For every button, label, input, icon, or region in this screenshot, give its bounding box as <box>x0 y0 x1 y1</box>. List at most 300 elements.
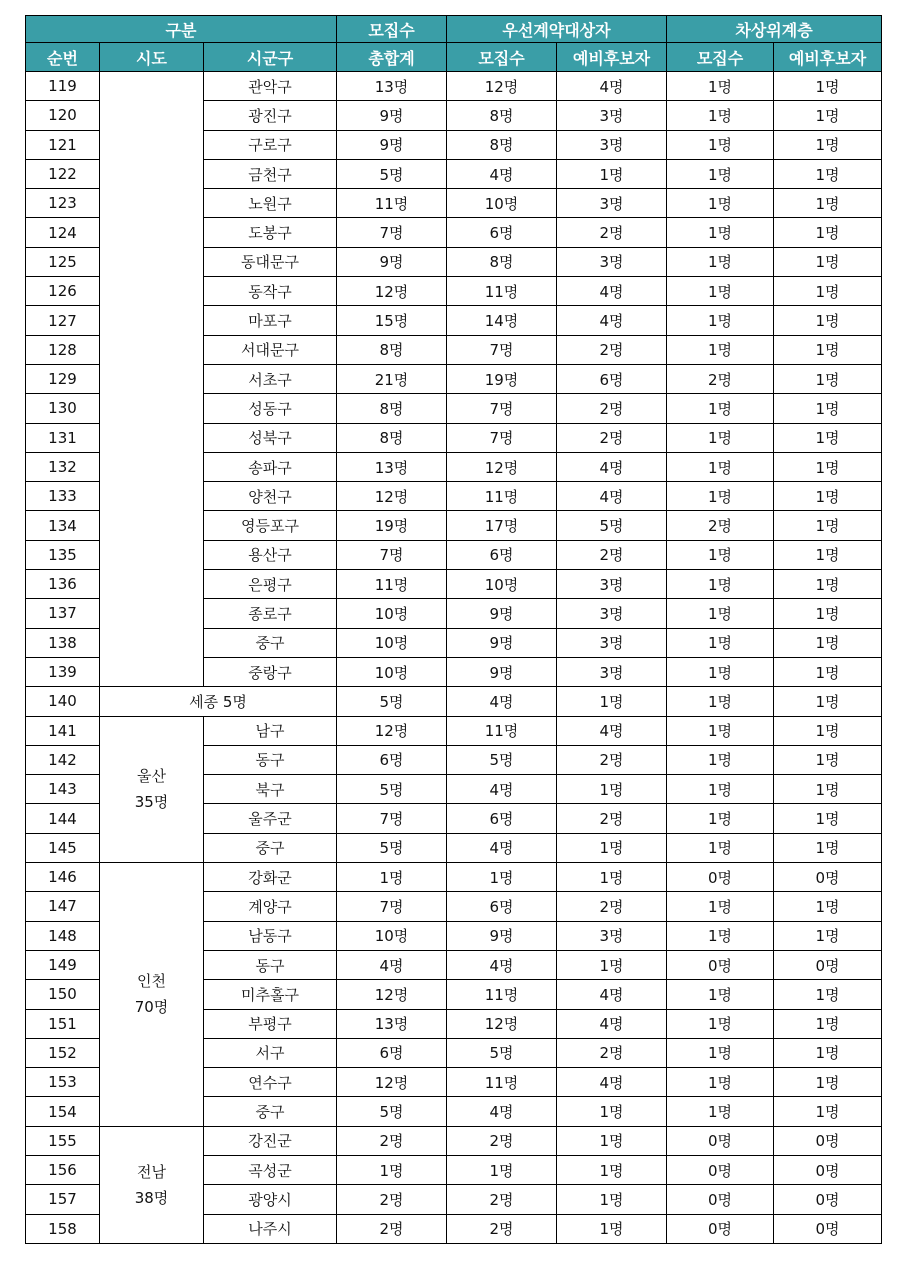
header-no: 순번 <box>26 43 100 72</box>
cell-next-recruit: 1명 <box>667 1038 774 1067</box>
cell-priority-recruit: 6명 <box>447 540 557 569</box>
cell-priority-recruit: 9명 <box>447 921 557 950</box>
cell-no: 133 <box>26 482 100 511</box>
cell-no: 124 <box>26 218 100 247</box>
cell-next-reserve: 1명 <box>774 306 882 335</box>
cell-priority-reserve: 1명 <box>557 950 667 979</box>
cell-sigungu: 울주군 <box>204 804 337 833</box>
cell-next-reserve: 1명 <box>774 423 882 452</box>
cell-priority-reserve: 3명 <box>557 570 667 599</box>
cell-total: 4명 <box>337 950 447 979</box>
cell-next-reserve: 1명 <box>774 101 882 130</box>
cell-no: 127 <box>26 306 100 335</box>
cell-priority-reserve: 6명 <box>557 364 667 393</box>
cell-no: 137 <box>26 599 100 628</box>
cell-no: 120 <box>26 101 100 130</box>
cell-sigungu: 남구 <box>204 716 337 745</box>
cell-next-reserve: 1명 <box>774 1068 882 1097</box>
cell-next-recruit: 0명 <box>667 1155 774 1184</box>
cell-priority-reserve: 2명 <box>557 745 667 774</box>
cell-next-recruit: 1명 <box>667 218 774 247</box>
cell-total: 11명 <box>337 189 447 218</box>
cell-next-recruit: 1명 <box>667 130 774 159</box>
cell-priority-reserve: 4명 <box>557 1068 667 1097</box>
sido-name: 인천 <box>137 972 166 991</box>
cell-priority-recruit: 7명 <box>447 394 557 423</box>
cell-total: 13명 <box>337 1009 447 1038</box>
header-row-group <box>26 16 882 43</box>
cell-sigungu: 양천구 <box>204 482 337 511</box>
cell-next-recruit: 1명 <box>667 1068 774 1097</box>
cell-no: 147 <box>26 892 100 921</box>
cell-priority-recruit: 10명 <box>447 570 557 599</box>
cell-sigungu: 곡성군 <box>204 1155 337 1184</box>
cell-priority-reserve: 3명 <box>557 247 667 276</box>
cell-priority-recruit: 6명 <box>447 804 557 833</box>
cell-sigungu: 동대문구 <box>204 247 337 276</box>
cell-next-reserve: 0명 <box>774 1214 882 1243</box>
header-next-reserve: 예비후보자 <box>774 43 882 72</box>
cell-sigungu: 강진군 <box>204 1126 337 1155</box>
cell-no: 158 <box>26 1214 100 1243</box>
cell-next-reserve: 0명 <box>774 863 882 892</box>
cell-priority-reserve: 1명 <box>557 1155 667 1184</box>
cell-priority-recruit: 8명 <box>447 101 557 130</box>
cell-priority-recruit: 12명 <box>447 452 557 481</box>
cell-next-recruit: 1명 <box>667 159 774 188</box>
cell-priority-reserve: 1명 <box>557 1185 667 1214</box>
cell-next-recruit: 1명 <box>667 394 774 423</box>
cell-next-reserve: 1명 <box>774 1038 882 1067</box>
cell-priority-recruit: 7명 <box>447 423 557 452</box>
cell-priority-recruit: 12명 <box>447 1009 557 1038</box>
cell-no: 154 <box>26 1097 100 1126</box>
cell-total: 5명 <box>337 159 447 188</box>
cell-sigungu: 서초구 <box>204 364 337 393</box>
cell-priority-reserve: 4명 <box>557 1009 667 1038</box>
cell-next-reserve: 1명 <box>774 394 882 423</box>
cell-priority-recruit: 11명 <box>447 980 557 1009</box>
cell-next-reserve: 1명 <box>774 72 882 101</box>
cell-priority-reserve: 1명 <box>557 159 667 188</box>
cell-no: 122 <box>26 159 100 188</box>
cell-sigungu: 남동구 <box>204 921 337 950</box>
cell-total: 9명 <box>337 101 447 130</box>
cell-sigungu: 중구 <box>204 833 337 862</box>
cell-no: 141 <box>26 716 100 745</box>
cell-next-reserve: 1명 <box>774 452 882 481</box>
cell-next-reserve: 1명 <box>774 980 882 1009</box>
cell-priority-reserve: 3명 <box>557 599 667 628</box>
cell-no: 128 <box>26 335 100 364</box>
cell-no: 153 <box>26 1068 100 1097</box>
cell-priority-recruit: 6명 <box>447 218 557 247</box>
cell-priority-recruit: 12명 <box>447 72 557 101</box>
cell-next-reserve: 1명 <box>774 1097 882 1126</box>
cell-next-reserve: 0명 <box>774 1126 882 1155</box>
cell-no: 123 <box>26 189 100 218</box>
cell-total: 7명 <box>337 218 447 247</box>
cell-next-recruit: 1명 <box>667 628 774 657</box>
cell-next-recruit: 1명 <box>667 716 774 745</box>
cell-no: 143 <box>26 775 100 804</box>
cell-sigungu: 부평구 <box>204 1009 337 1038</box>
cell-no: 132 <box>26 452 100 481</box>
cell-next-reserve: 1명 <box>774 716 882 745</box>
table-row <box>26 1126 882 1155</box>
header-total: 총합계 <box>337 43 447 72</box>
sido-count: 35명 <box>134 793 169 812</box>
cell-next-recruit: 1명 <box>667 189 774 218</box>
cell-next-recruit: 0명 <box>667 950 774 979</box>
cell-priority-recruit: 7명 <box>447 335 557 364</box>
cell-next-reserve: 1명 <box>774 364 882 393</box>
cell-total: 12명 <box>337 980 447 1009</box>
cell-no: 125 <box>26 247 100 276</box>
cell-total: 1명 <box>337 1155 447 1184</box>
cell-no: 136 <box>26 570 100 599</box>
cell-priority-recruit: 2명 <box>447 1126 557 1155</box>
cell-sigungu: 미추홀구 <box>204 980 337 1009</box>
cell-sido-merged: 세종 5명 <box>100 687 337 716</box>
header-gubun: 구분 <box>26 16 337 43</box>
cell-next-recruit: 1명 <box>667 72 774 101</box>
cell-sigungu: 마포구 <box>204 306 337 335</box>
cell-sigungu: 동작구 <box>204 277 337 306</box>
cell-total: 11명 <box>337 570 447 599</box>
cell-priority-recruit: 4명 <box>447 687 557 716</box>
cell-priority-reserve: 1명 <box>557 1097 667 1126</box>
cell-priority-reserve: 4명 <box>557 72 667 101</box>
cell-sigungu: 성북구 <box>204 423 337 452</box>
cell-no: 121 <box>26 130 100 159</box>
cell-sido <box>100 716 204 862</box>
cell-no: 119 <box>26 72 100 101</box>
table-row <box>26 863 882 892</box>
cell-next-recruit: 1명 <box>667 1097 774 1126</box>
cell-priority-recruit: 11명 <box>447 482 557 511</box>
cell-no: 129 <box>26 364 100 393</box>
header-priority-reserve: 예비후보자 <box>557 43 667 72</box>
cell-next-recruit: 1명 <box>667 657 774 686</box>
cell-priority-recruit: 11명 <box>447 1068 557 1097</box>
cell-next-recruit: 1명 <box>667 980 774 1009</box>
cell-priority-reserve: 5명 <box>557 511 667 540</box>
cell-sigungu: 금천구 <box>204 159 337 188</box>
cell-total: 10명 <box>337 657 447 686</box>
cell-priority-reserve: 2명 <box>557 335 667 364</box>
cell-total: 9명 <box>337 247 447 276</box>
cell-next-recruit: 1명 <box>667 452 774 481</box>
cell-priority-reserve: 1명 <box>557 687 667 716</box>
cell-priority-reserve: 4명 <box>557 306 667 335</box>
cell-priority-reserve: 4명 <box>557 980 667 1009</box>
table-row <box>26 716 882 745</box>
cell-priority-reserve: 1명 <box>557 833 667 862</box>
cell-next-recruit: 0명 <box>667 1126 774 1155</box>
header-priority: 우선계약대상자 <box>447 16 667 43</box>
cell-no: 148 <box>26 921 100 950</box>
cell-sigungu: 계양구 <box>204 892 337 921</box>
sido-name: 전남 <box>137 1162 166 1181</box>
cell-sido <box>100 1126 204 1243</box>
header-sigungu: 시군구 <box>204 43 337 72</box>
cell-priority-recruit: 17명 <box>447 511 557 540</box>
cell-next-reserve: 1명 <box>774 335 882 364</box>
cell-total: 12명 <box>337 277 447 306</box>
cell-sigungu: 동구 <box>204 950 337 979</box>
cell-next-reserve: 1명 <box>774 540 882 569</box>
cell-total: 21명 <box>337 364 447 393</box>
header-row-columns <box>26 43 882 72</box>
cell-next-recruit: 1명 <box>667 921 774 950</box>
cell-priority-recruit: 1명 <box>447 863 557 892</box>
cell-no: 145 <box>26 833 100 862</box>
table-body <box>26 72 882 1244</box>
cell-priority-recruit: 4명 <box>447 775 557 804</box>
cell-no: 155 <box>26 1126 100 1155</box>
cell-total: 5명 <box>337 833 447 862</box>
cell-sigungu: 종로구 <box>204 599 337 628</box>
cell-next-reserve: 1명 <box>774 1009 882 1038</box>
cell-next-reserve: 1명 <box>774 218 882 247</box>
cell-next-reserve: 1명 <box>774 277 882 306</box>
cell-sido <box>100 72 204 687</box>
cell-next-reserve: 1명 <box>774 745 882 774</box>
cell-sigungu: 중구 <box>204 628 337 657</box>
cell-sigungu: 동구 <box>204 745 337 774</box>
recruitment-table <box>25 15 882 1244</box>
cell-next-recruit: 1명 <box>667 833 774 862</box>
cell-total: 19명 <box>337 511 447 540</box>
cell-priority-reserve: 1명 <box>557 863 667 892</box>
cell-priority-recruit: 10명 <box>447 189 557 218</box>
cell-next-recruit: 1명 <box>667 335 774 364</box>
cell-next-recruit: 1명 <box>667 306 774 335</box>
cell-priority-recruit: 5명 <box>447 1038 557 1067</box>
cell-priority-reserve: 1명 <box>557 775 667 804</box>
cell-next-recruit: 1명 <box>667 247 774 276</box>
cell-next-recruit: 0명 <box>667 863 774 892</box>
cell-sigungu: 도봉구 <box>204 218 337 247</box>
cell-total: 8명 <box>337 423 447 452</box>
cell-no: 150 <box>26 980 100 1009</box>
cell-priority-recruit: 8명 <box>447 130 557 159</box>
cell-no: 146 <box>26 863 100 892</box>
cell-no: 144 <box>26 804 100 833</box>
cell-next-reserve: 0명 <box>774 950 882 979</box>
cell-next-recruit: 1명 <box>667 599 774 628</box>
cell-priority-reserve: 2명 <box>557 218 667 247</box>
cell-sigungu: 광양시 <box>204 1185 337 1214</box>
cell-sigungu: 관악구 <box>204 72 337 101</box>
cell-priority-recruit: 6명 <box>447 892 557 921</box>
cell-next-reserve: 1명 <box>774 657 882 686</box>
cell-priority-recruit: 14명 <box>447 306 557 335</box>
cell-no: 139 <box>26 657 100 686</box>
cell-priority-reserve: 4명 <box>557 716 667 745</box>
cell-total: 7명 <box>337 804 447 833</box>
cell-next-reserve: 1명 <box>774 775 882 804</box>
cell-priority-recruit: 8명 <box>447 247 557 276</box>
cell-sigungu: 강화군 <box>204 863 337 892</box>
cell-next-recruit: 1명 <box>667 892 774 921</box>
cell-priority-reserve: 3명 <box>557 130 667 159</box>
cell-next-reserve: 0명 <box>774 1155 882 1184</box>
cell-sigungu: 광진구 <box>204 101 337 130</box>
cell-no: 135 <box>26 540 100 569</box>
cell-total: 12명 <box>337 716 447 745</box>
cell-total: 7명 <box>337 540 447 569</box>
cell-next-recruit: 0명 <box>667 1214 774 1243</box>
cell-priority-reserve: 4명 <box>557 452 667 481</box>
cell-sigungu: 용산구 <box>204 540 337 569</box>
cell-sigungu: 나주시 <box>204 1214 337 1243</box>
cell-total: 13명 <box>337 72 447 101</box>
cell-sigungu: 중랑구 <box>204 657 337 686</box>
cell-priority-reserve: 4명 <box>557 482 667 511</box>
cell-sigungu: 은평구 <box>204 570 337 599</box>
cell-sigungu: 연수구 <box>204 1068 337 1097</box>
cell-priority-reserve: 3명 <box>557 657 667 686</box>
cell-next-recruit: 1명 <box>667 482 774 511</box>
cell-next-reserve: 1명 <box>774 687 882 716</box>
cell-total: 10명 <box>337 599 447 628</box>
cell-total: 1명 <box>337 863 447 892</box>
cell-priority-recruit: 4명 <box>447 950 557 979</box>
cell-next-reserve: 1명 <box>774 921 882 950</box>
cell-next-recruit: 0명 <box>667 1185 774 1214</box>
cell-priority-recruit: 5명 <box>447 745 557 774</box>
cell-priority-reserve: 4명 <box>557 277 667 306</box>
cell-next-recruit: 1명 <box>667 277 774 306</box>
cell-total: 9명 <box>337 130 447 159</box>
cell-total: 5명 <box>337 687 447 716</box>
cell-next-recruit: 1명 <box>667 570 774 599</box>
cell-priority-recruit: 2명 <box>447 1214 557 1243</box>
table-header <box>26 16 882 72</box>
cell-priority-recruit: 4명 <box>447 159 557 188</box>
cell-next-recruit: 1명 <box>667 775 774 804</box>
cell-total: 13명 <box>337 452 447 481</box>
cell-priority-recruit: 9명 <box>447 599 557 628</box>
cell-next-recruit: 1명 <box>667 745 774 774</box>
cell-total: 8명 <box>337 335 447 364</box>
cell-sigungu: 북구 <box>204 775 337 804</box>
cell-next-reserve: 1명 <box>774 511 882 540</box>
cell-sigungu: 송파구 <box>204 452 337 481</box>
cell-total: 10명 <box>337 921 447 950</box>
cell-priority-reserve: 3명 <box>557 101 667 130</box>
cell-next-reserve: 1명 <box>774 892 882 921</box>
cell-total: 8명 <box>337 394 447 423</box>
cell-no: 152 <box>26 1038 100 1067</box>
cell-next-reserve: 1명 <box>774 189 882 218</box>
cell-priority-reserve: 2명 <box>557 423 667 452</box>
cell-next-recruit: 1명 <box>667 1009 774 1038</box>
cell-priority-recruit: 19명 <box>447 364 557 393</box>
cell-total: 6명 <box>337 745 447 774</box>
cell-sido <box>100 863 204 1127</box>
cell-priority-recruit: 1명 <box>447 1155 557 1184</box>
table-row <box>26 687 882 716</box>
cell-total: 2명 <box>337 1185 447 1214</box>
cell-next-reserve: 1명 <box>774 130 882 159</box>
cell-no: 156 <box>26 1155 100 1184</box>
cell-priority-reserve: 1명 <box>557 1126 667 1155</box>
cell-next-reserve: 1명 <box>774 159 882 188</box>
cell-priority-reserve: 2명 <box>557 804 667 833</box>
cell-priority-recruit: 4명 <box>447 1097 557 1126</box>
cell-no: 131 <box>26 423 100 452</box>
cell-total: 6명 <box>337 1038 447 1067</box>
cell-priority-reserve: 3명 <box>557 628 667 657</box>
cell-priority-reserve: 3명 <box>557 189 667 218</box>
cell-next-reserve: 1명 <box>774 482 882 511</box>
cell-next-recruit: 1명 <box>667 804 774 833</box>
cell-next-reserve: 1명 <box>774 570 882 599</box>
cell-no: 149 <box>26 950 100 979</box>
header-next: 차상위계층 <box>667 16 882 43</box>
cell-next-recruit: 1명 <box>667 540 774 569</box>
cell-no: 134 <box>26 511 100 540</box>
cell-no: 130 <box>26 394 100 423</box>
table-row <box>26 72 882 101</box>
cell-no: 138 <box>26 628 100 657</box>
header-recruit: 모집수 <box>337 16 447 43</box>
cell-sigungu: 노원구 <box>204 189 337 218</box>
cell-sigungu: 영등포구 <box>204 511 337 540</box>
cell-sigungu: 서대문구 <box>204 335 337 364</box>
cell-next-reserve: 1명 <box>774 628 882 657</box>
cell-next-recruit: 1명 <box>667 423 774 452</box>
cell-priority-reserve: 1명 <box>557 1214 667 1243</box>
cell-priority-recruit: 11명 <box>447 716 557 745</box>
cell-priority-reserve: 2명 <box>557 1038 667 1067</box>
cell-no: 140 <box>26 687 100 716</box>
cell-total: 15명 <box>337 306 447 335</box>
cell-next-reserve: 1명 <box>774 833 882 862</box>
cell-no: 126 <box>26 277 100 306</box>
sido-count: 38명 <box>134 1188 169 1207</box>
cell-total: 5명 <box>337 1097 447 1126</box>
sido-name: 울산 <box>137 767 166 786</box>
cell-next-recruit: 2명 <box>667 364 774 393</box>
header-next-recruit: 모집수 <box>667 43 774 72</box>
cell-next-reserve: 1명 <box>774 247 882 276</box>
cell-next-recruit: 2명 <box>667 511 774 540</box>
cell-sigungu: 구로구 <box>204 130 337 159</box>
cell-priority-recruit: 4명 <box>447 833 557 862</box>
cell-priority-recruit: 2명 <box>447 1185 557 1214</box>
cell-next-reserve: 0명 <box>774 1185 882 1214</box>
cell-sigungu: 중구 <box>204 1097 337 1126</box>
cell-total: 2명 <box>337 1126 447 1155</box>
cell-priority-reserve: 3명 <box>557 921 667 950</box>
cell-no: 142 <box>26 745 100 774</box>
cell-no: 151 <box>26 1009 100 1038</box>
cell-priority-reserve: 2명 <box>557 394 667 423</box>
cell-priority-reserve: 2명 <box>557 892 667 921</box>
cell-next-recruit: 1명 <box>667 687 774 716</box>
cell-next-recruit: 1명 <box>667 101 774 130</box>
cell-total: 10명 <box>337 628 447 657</box>
cell-total: 2명 <box>337 1214 447 1243</box>
header-sido: 시도 <box>100 43 204 72</box>
cell-priority-recruit: 11명 <box>447 277 557 306</box>
cell-total: 12명 <box>337 1068 447 1097</box>
cell-total: 12명 <box>337 482 447 511</box>
